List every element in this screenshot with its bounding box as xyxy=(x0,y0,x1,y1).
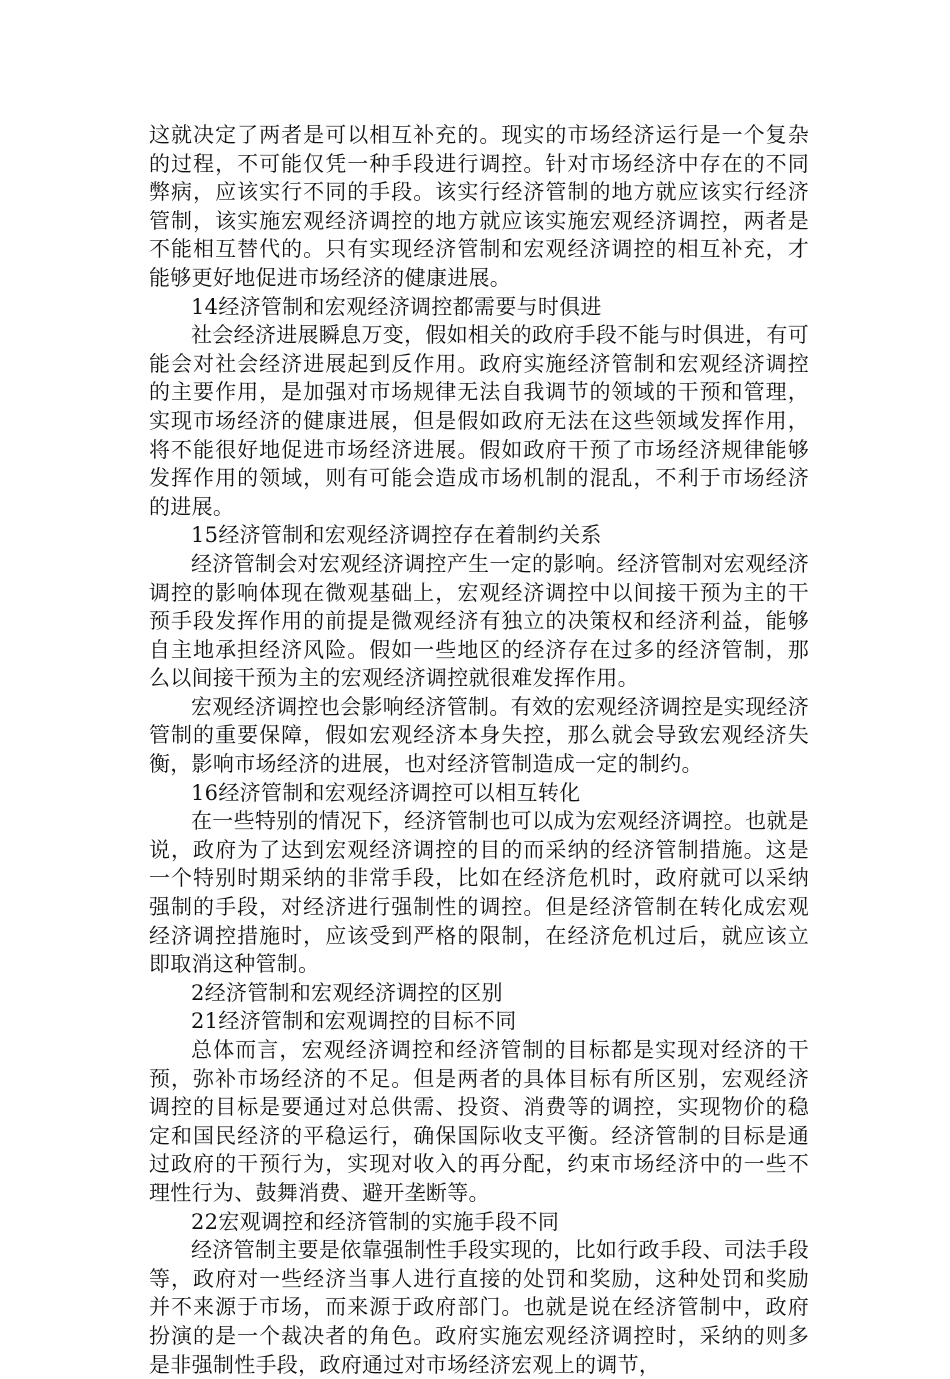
paragraph-body: 经济管制会对宏观经济调控产生一定的影响。经济管制对宏观经济调控的影响体现在微观基础上，宏观经济调控中以间接干预为主的干预手段发挥作用的前提是微观经济有独立的决策权和经济利益，能够自主地承担经济风险。假如一些地区的经济存在过多的经济管制，那么以间接干预为主的宏观经济调控就很难发挥作用。 xyxy=(149,551,809,691)
section-heading-1-4: 14经济管制和宏观经济调控都需要与时俱进 xyxy=(191,294,602,319)
paragraph-body: 总体而言，宏观经济调控和经济管制的目标都是实现对经济的干预，弥补市场经济的不足。但是两者的具体目标有所区别，宏观经济调控的目标是要通过对总供需、投资、消费等的调控，实现物价的稳定和国民经济的平稳运行，确保国际收支平衡。经济管制的目标是通过政府的干预行为，实现对收入的再分配，约束市场经济中的一些不理性行为、鼓舞消费、避开垄断等。 xyxy=(149,1038,809,1205)
paragraph-body: 宏观经济调控也会影响经济管制。有效的宏观经济调控是实现经济管制的重要保障，假如宏观经济本身失控，那么就会导致宏观经济失衡，影响市场经济的进展，也对经济管制造成一定的制约。 xyxy=(149,694,809,777)
paragraph-body: 在一些特别的情况下，经济管制也可以成为宏观经济调控。也就是说，政府为了达到宏观经济调控的目的而采纳的经济管制措施。这是一个特别时期采纳的非常手段，比如在经济危机时，政府就可以采纳强制的手段，对经济进行强制性的调控。但是经济管制在转化成宏观经济调控措施时，应该受到严格的限制，在经济危机过后，就应该立即取消这种管制。 xyxy=(149,809,809,977)
paragraph-body: 这就决定了两者是可以相互补充的。现实的市场经济运行是一个复杂的过程，不可能仅凭一种手段进行调控。针对市场经济中存在的不同弊病，应该实行不同的手段。该实行经济管制的地方就应该实行经济管制，该实施宏观经济调控的地方就应该实施宏观经济调控，两者是不能相互替代的。只有实现经济管制和宏观经济调控的相互补充，才能够更好地促进市场经济的健康进展。 xyxy=(149,123,809,290)
paragraph-body: 经济管制主要是依靠强制性手段实现的，比如行政手段、司法手段等，政府对一些经济当事人进行直接的处罚和奖励，这种处罚和奖励并不来源于市场，而来源于政府部门。也就是说在经济管制中，政府扮演的是一个裁决者的角色。政府实施宏观经济调控时，采纳的则多是非强制性手段，政府通过对市场经济宏观上的调节， xyxy=(149,1238,809,1377)
section-heading-2-1: 21经济管制和宏观调控的目标不同 xyxy=(191,1009,517,1034)
paragraph-body: 社会经济进展瞬息万变，假如相关的政府手段不能与时俱进，有可能会对社会经济进展起到反作用。政府实施经济管制和宏观经济调控的主要作用，是加强对市场规律无法自我调节的领域的干预和管理，实现市场经济的健康进展，但是假如政府无法在这些领域发挥作用，将不能很好地促进市场经济进展。假如政府干预了市场经济规律能够发挥作用的领域，则有可能会造成市场机制的混乱，不利于市场经济的进展。 xyxy=(149,323,809,519)
document-page xyxy=(149,121,809,1379)
section-heading-2: 2经济管制和宏观经济调控的区别 xyxy=(191,980,503,1005)
section-heading-2-2: 22宏观调控和经济管制的实施手段不同 xyxy=(191,1209,560,1234)
section-heading-1-6: 16经济管制和宏观经济调控可以相互转化 xyxy=(191,780,581,805)
section-heading-1-5: 15经济管制和宏观经济调控存在着制约关系 xyxy=(191,523,602,548)
